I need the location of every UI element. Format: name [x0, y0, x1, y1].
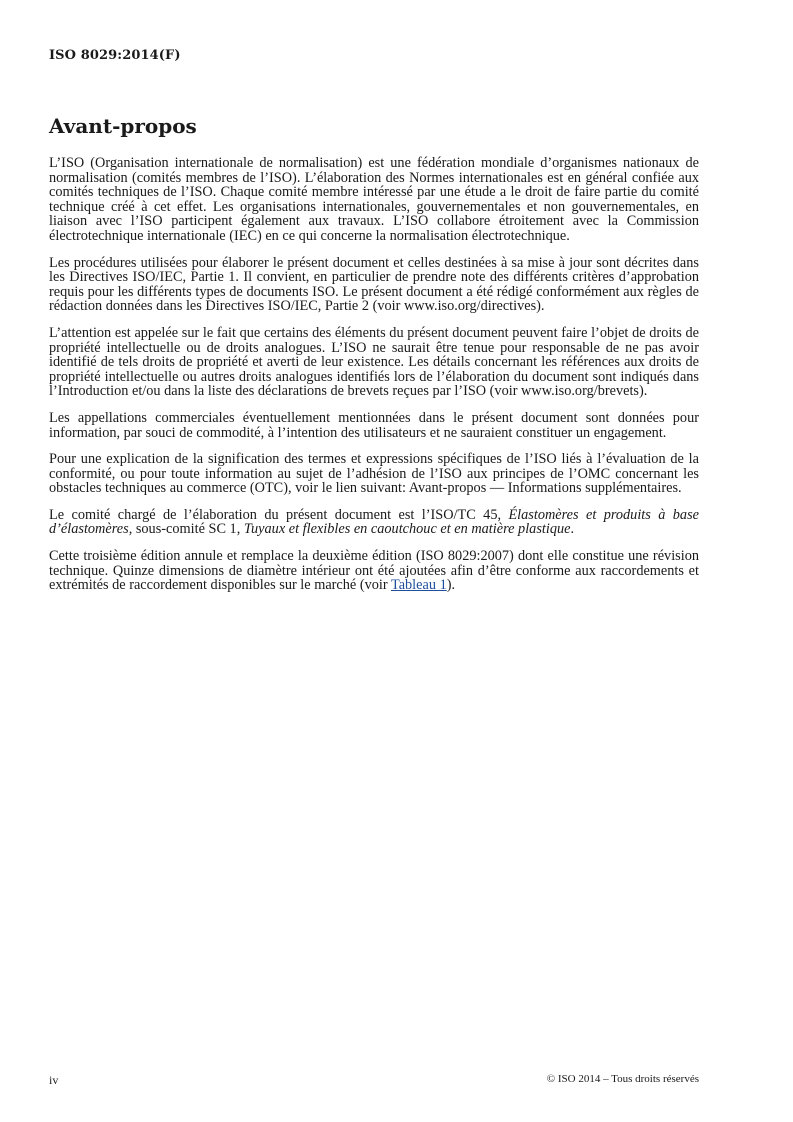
table-1-link[interactable]: Tableau 1 — [390, 577, 447, 594]
page-number: iv — [49, 1073, 59, 1087]
committee-text-b: , sous-comité SC 1, — [128, 521, 244, 538]
copyright-notice: © ISO 2014 – Tous droits réservés — [546, 1073, 699, 1085]
committee-text-a: Le comité chargé de l’élaboration du présent document est l’ISO/TC 45, — [49, 506, 509, 523]
paragraph-procedures: Les procédures utilisées pour élaborer le présent document et celles destinées à sa mise à jour sont décrites dans les Directives ISO/IEC, Partie 1. Il convient, en particulier de prendre note des différents critères d’approbation requis pour les différents types de documents ISO. Le présent document a été rédigé conformément aux règles de rédaction données dans les Directives ISO/IEC, Partie 2 (voir www.iso.org/directives). — [49, 254, 699, 315]
paragraph-committee — [49, 508, 699, 537]
foreword-body — [49, 156, 699, 605]
paragraph-trade-names: Les appellations commerciales éventuellement mentionnées dans le présent document sont données pour information, par souci de commodité, à l’intention des utilisateurs et ne sauraient constituer un engagement. — [49, 409, 699, 441]
edition-text-a: Cette troisième édition annule et remplace la deuxième édition (ISO 8029:2007) dont elle constitue une révision technique. Quinze dimensions de diamètre intérieur ont été ajoutées afin d’être conforme aux raccordements et extrémités de raccordement disponibles sur le marché (voir — [49, 548, 699, 594]
paragraph-iso-intro: L’ISO (Organisation internationale de normalisation) est une fédération mondiale d’organismes nationaux de normalisation (comités membres de l’ISO). L’élaboration des Normes internationales est en général confiée aux comités techniques de l’ISO. Chaque comité membre intéressé par une étude a le droit de faire partie du comité technique créé à cet effet. Les organisations internationales, gouvernementales et non gouvernementales, en liaison avec l’ISO participent également aux travaux. L’ISO collabore étroitement avec la Commission électrotechnique internationale (IEC) en ce qui concerne la normalisation électrotechnique. — [49, 155, 699, 244]
page-title: Avant-propos — [49, 114, 197, 138]
committee-text-c: . — [570, 521, 575, 538]
paragraph-conformity: Pour une explication de la signification des termes et expressions spécifiques de l’ISO liés à l’évaluation de la conformité, ou pour toute information au sujet de l’adhésion de l’ISO aux principes de l’OMC concernant les obstacles techniques au commerce (OTC), voir le lien suivant: Avant-propos — Informations supplémentaires. — [49, 451, 699, 497]
paragraph-patent-rights: L’attention est appelée sur le fait que certains des éléments du présent document peuvent faire l’objet de droits de propriété intellectuelle ou de droits analogues. L’ISO ne saurait être tenue pour responsable de ne pas avoir identifié de tels droits de propriété et averti de leur existence. Les détails concernant les références aux droits de propriété intellectuelle ou autres droits analogues identifiés lors de l’élaboration du document sont indiqués dans l’Introduction et/ou dans la liste des déclarations de brevets reçues par l’ISO (voir www.iso.org/brevets). — [49, 324, 699, 400]
document-id: ISO 8029:2014(F) — [49, 48, 181, 63]
edition-text-b: ). — [446, 577, 456, 594]
paragraph-edition — [49, 549, 699, 593]
subcommittee-name: Tuyaux et flexibles en caoutchouc et en matière plastique — [243, 521, 571, 538]
committee-name: Élastomères et produits à base d’élastomères — [49, 506, 699, 538]
